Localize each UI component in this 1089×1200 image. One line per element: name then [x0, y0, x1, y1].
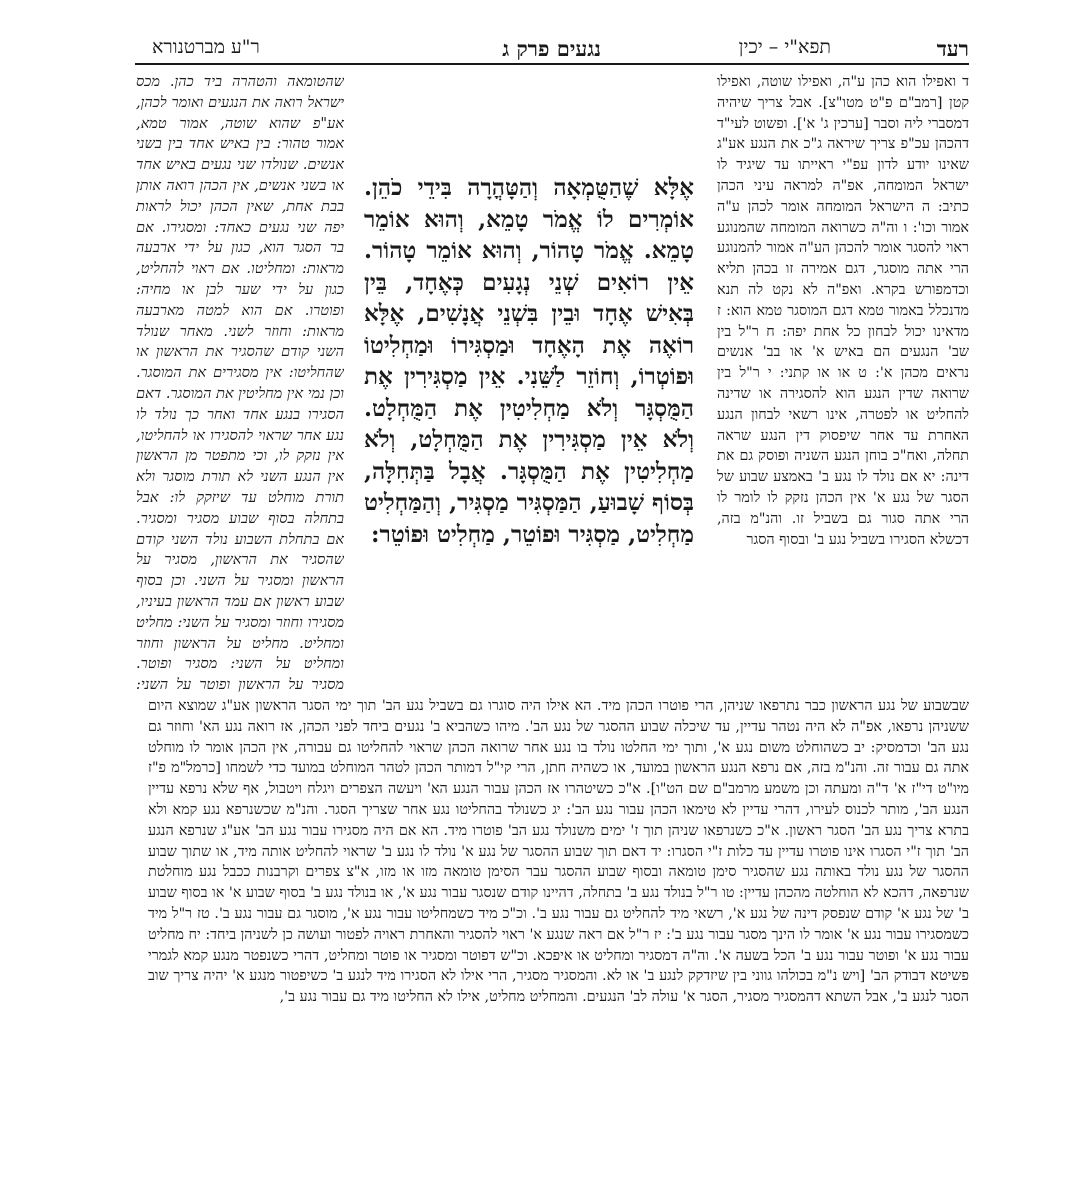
bartenura-text: שהטומאה והטהרה ביד כהן. מכס ישראל רואה את הנגעים ואומר לכהן, אע"פ שהוא שוטה, אמור טמא, אמור טהור: בין באיש אחד בין בשני אנשים. שנולדו שני נגעים באיש אחד או בשני אנשים, אין הכהן רואה אותן בבת אחת, שאין הכהן יכול לראות יפה שני נגעים כאחד: ומסגירו. אם בר הסגר הוא, כגון על ידי ארבעה מראות: ומחליטו. אם ראוי להחליט, כגון על ידי שער לבן או מחיה: ופוטרו. אם הוא למטה מארבעה מראות: וחוזר לשני. מאחר שנולד השני קודם שהסגיר את הראשון או שהחליטו: אין מסגירים את המוסגר. וכן נמי אין מחליטין את המוסגר. דאם הסגירו בנגע אחד ואחר כך נולד לו נגע אחר שראוי להסגירו או להחליטו, אין נזקק לו, וכי מתפטר מן הראשון אין הנגע השני לא תורת מוסגר ולא תורת מוחלט עד שיזקק לו: אבל בתחלה בסוף שבוע מסגיר ומסגיר. אם בתחלת השבוע נולד השני קודם שהסגיר את הראשון, מסגיר על הראשון ומסגיר על השני. וכן בסוף שבוע ראשון אם עמד הראשון בעיניו, מסגירו וחוזר ומסגיר על השני: מחליט ומחליט. מחליט על הראשון וחוזר ומחליט על השני: מסגיר ופוטר. מסגיר על הראשון ופוטר על השני:	[136, 74, 344, 694]
bartenura-commentary-column	[136, 72, 344, 696]
page-header	[152, 28, 969, 68]
bartenura-label: ר"ע מברטנורא	[152, 36, 260, 58]
chapter-title: נגעים פרק ג	[502, 36, 601, 61]
mishnah-column	[364, 172, 694, 612]
mishnah-text: אֶלָּא שֶׁהַטֻּמְאָה וְהַטָּהֳרָה בִּידֵי כֹהֵן. אוֹמְרִים לוֹ אֱמֹר טָמֵא, וְהוּא אוֹמֵר טָמֵא. אֱמֹר טָהוֹר, וְהוּא אוֹמֵר טָהוֹר. אֵין רוֹאִים שְׁנֵי נְגָעִים כְּאֶחָד, בֵּין בְּאִישׁ אֶחָד וּבֵין בִּשְׁנֵי אֲנָשִׁים, אֶלָּא רוֹאֶה אֶת הָאֶחָד וּמַסְגִּירוֹ וּמַחְלִיטוֹ וּפוֹטְרוֹ, וְחוֹזֵר לַשֵּׁנִי. אֵין מַסְגִּירִין אֶת הַמֻּסְגָּר וְלֹא מַחְלִיטִין אֶת הַמֻּחְלָט. וְלֹא אֵין מַסְגִּירִין אֶת הַמֻּחְלָט, וְלֹא מַחְלִיטִין אֶת הַמֻּסְגָּר. אֲבָל בַּתְּחִלָּה, בְּסוֹף שָׁבוּעַ, הַמַּסְגִּיר מַסְגִּיר, וְהַמַּחְלִיט מַחְלִיט, מַסְגִּיר וּפוֹטֵר, מַחְלִיט וּפוֹטֵר:	[364, 174, 694, 548]
tiferet-label: תפא"י – יכין	[738, 36, 831, 58]
bottom-commentary-text: שבשבוע של נגע הראשון כבר נתרפאו שניהן, הרי פוטרו הכהן מיד. הא אילו היה סוגרו גם בשביל נגע הב' תוך ימי הסגר הראשון אע"ג שמוצא היום ששניהן נרפאו, אפ"ה לא היה נטהר עדיין, עד שיכלה שבוע ההסגר של נגע הב'. מיהו כשהביא ב' נגעים ביחד לפני הכהן, אז רואה נגע הא' וחוזר גם נגע הב' וכדמסיק: יב כשהוחלט משום נגע א', ותוך ימי החלטו נולד בו נגע אחר שרואה הכהן שראוי להחליטו גם עבורה, אין הכהן אומר לו מוחלט אתה גם עבור זה. והנ"מ בזה, אם נרפא הנגע הראשון במועד, או כשהיה חתן, הרי קי"ל דמותר הכהן לטהר המוחלט במועד כדי לשמחו [כרמל"מ פ"ז מיו"ט די"ז א' ד"ה ומעתה וכן משמע מרמב"ם שם הט"ו]. א"כ כשיטהרו אז הכהן עבור הנגע הא' ויעשה הצפרים ויגלח ויטבול, אף שלא נרפא עדיין הנגע הב', מותר לכנוס לעירו, דהרי עדיין לא טימאו הכהן עבור נגע הב': יג כשנולד בהחליטו נגע אחר שצריך הסגר. והנ"מ שכשנרפא נגע קמא ולא בתרא צריך נגע הב' הסגר ראשון. א"כ כשנרפאו שניהן תוך ז' ימים משנולד נגע הב' פוטרו מיד. הא אם היה מסגירו עבור נגע הב' אע"ג שנרפא הנגע הב' תוך ז"י הסגרו אינו פוטרו עדיין עד כלות ז"י הסגרו: יד דאם תוך שבוע ההסגר של נגע א' נולד לו נגע ב' שראוי להחליט אותה מיד, או שתוך שבוע ההסגר של נגע נולד באותה נגע שהסגיר סימן טומאה ובסוף שבוע ההסגר עבר הסימן טומאה מזו או מזו, א"צ צפרים וקרבנות ככבל נגע מוחלטת שנרפאה, דהכא לא הוחלטה מהכהן עדיין: טו ר"ל בנולד נגע ב' בתחלה, דהיינו קודם שנסגר עבור נגע א', או בנולד נגע ב' בסוף שבוע א' או בסוף שבוע ב' של נגע א' קודם שנפסק דינה של נגע א', רשאי מיד להחליט גם עבור נגע ב'. וכ"כ מיד כשמחליטו עבור נגע א', מוסגר גם עבור נגע ב'. טז ר"ל מיד כשמסגירו עבור נגע א' אומר לו הינך מסגר עבור נגע ב': יז ר"ל אם ראה שנגע א' ראוי להסגיר והאחרת ראויה לפטור ועושה כן לשניהן ביחד: יח מחליט עבור נגע א' ופוטר עבור נגע ב' הכל בשעה א'. וה"ה דמסגיר ומחליט או איפכא. וכ"ש דפוטר ומסגיר או פוטר ומחליט, דהרי כשנפטר מנגע קמא לגמרי פשיטא דבודק הב' [ויש נ"מ בכולהו גווני בין שיזדקק לנגע ב' או לא. והמסגיר מסגיר, הרי אילו לא הסגירו מיד לנגע ב' כשיפטור מנגע א' יהיה צריך שוב הסגר לנגע ב', אבל השתא דהמסגיר מסגיר, הסגר א' עולה לב' הנגעים. והמחליט מחליט, אילו לא החליטו מיד גם עבור נגע ב',	[148, 698, 969, 1006]
tiferet-text: ד ואפילו הוא כהן ע"ה, ואפילו שוטה, ואפילו קטן [רמב"ם פ"ט מטו"צ]. אבל צריך שיהיה דמסברי ליה וסבר [ערכין ג' א']. ופשוט לעי"ד דהכהן עכ"פ צריך שיראה ג"כ את הנגע אע"ג שאינו יודע לדון עפ"י ראייתו עד שיגיד לו ישראל המומחה, אפ"ה למראה עיני הכהן כתיב: ה הישראל המומחה אומר לכהן ע"ה אמור וכו': ו וה"ה כשרואה המומחה שהמנוגע ראוי להסגר אומר להכהן הע"ה אמור להמנוגע הרי אתה מוסגר, דגם אמירה זו בכהן תליא וכדמפורש בקרא. ואפ"ה לא נקט לה תנא מדנכלל באמור טמא דגם המוסגר טמא הוא: ז מדאינו יכול לבחון כל אחת יפה: ח ר"ל בין שב' הנגעים הם באיש א' או בב' אנשים נראים מכהן א': ט או או קתני: י ר"ל בין שרואה שדין הנגע הוא להסגירה או שדינה להחליט או לפטרה, אינו רשאי לבחון הנגע האחרת עד אחר שיפסוק דין הנגע שראה תחלה, ואח"כ בוחן הנגע השניה ופוסק גם את דינה: יא אם נולד לו נגע ב' באמצע שבוע של הסגר של נגע א' אין הכהן נזקק לו לומר לו הרי אתה סגור גם בשביל זו. והנ"מ בזה, דכשלא הסגירו בשביל נגע ב' ובסוף הסגר	[717, 74, 969, 548]
bottom-commentary	[148, 696, 969, 1176]
tiferet-commentary-column	[717, 72, 969, 696]
page-number: רעד	[936, 36, 969, 61]
header-rule	[135, 63, 969, 65]
